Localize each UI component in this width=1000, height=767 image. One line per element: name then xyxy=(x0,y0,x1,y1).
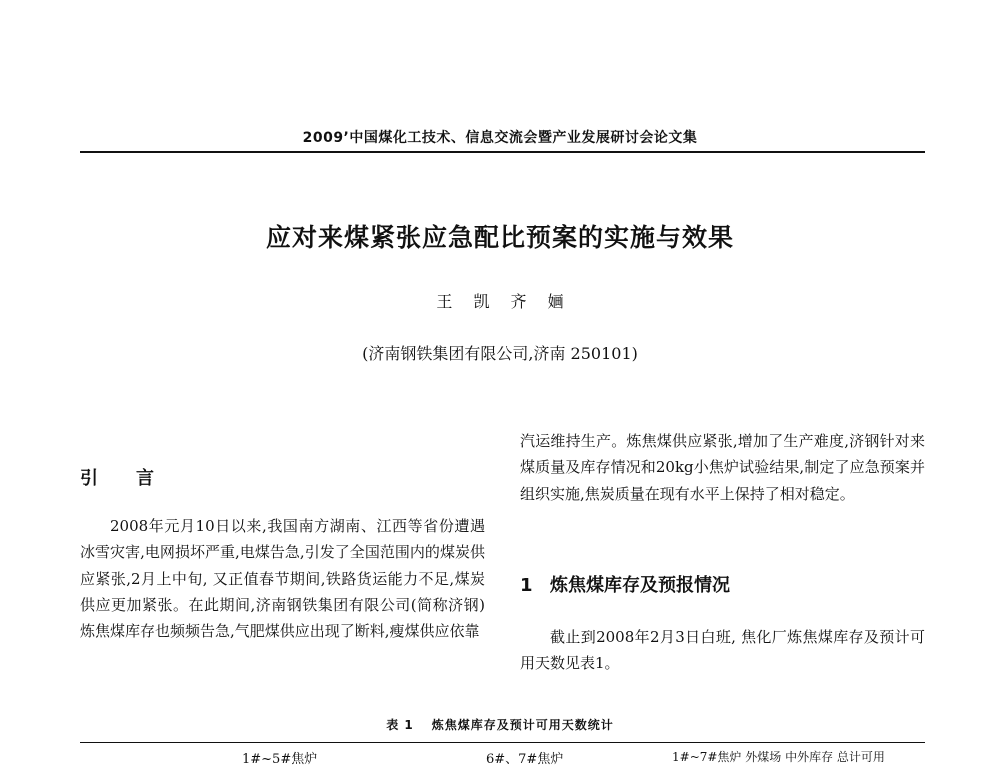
running-header: 2009’中国煤化工技术、信息交流会暨产业发展研讨会论文集 xyxy=(302,130,698,146)
intro-paragraph: 2008年元月10日以来,我国南方湖南、江西等省份遭遇冰雪灾害,电网损坏严重,电煤告急,引发了全国范围内的煤炭供应紧张,2月上中旬, 又正值春节期间,铁路货运能力不足,煤炭供应更加紧张。在此期间,济南钢铁集团有限公司(简称济钢)炼焦煤库存也频频告急,气肥煤供应出现了断料,瘦煤供应依靠 xyxy=(80,517,485,641)
intro-continuation-column xyxy=(520,428,925,507)
intro-heading-char2: 言 xyxy=(136,468,154,489)
section1-heading xyxy=(520,571,730,597)
section1-paragraph: 截止到2008年2月3日白班, 焦化厂炼焦煤库存及预计可用天数见表1。 xyxy=(520,628,925,673)
table1-header-cell: 1#~5#焦炉 xyxy=(242,752,318,767)
table1-label: 表 1 xyxy=(386,718,414,732)
intro-heading xyxy=(80,464,154,490)
table1-caption xyxy=(0,716,1000,733)
header-rule xyxy=(80,151,925,153)
section1-number: 1 xyxy=(520,575,533,596)
table1-caption-text: 炼焦煤库存及预计可用天数统计 xyxy=(431,718,614,732)
intro-continuation-paragraph: 汽运维持生产。炼焦煤供应紧张,增加了生产难度,济钢针对来煤质量及库存情况和20kg小焦炉试验结果,制定了应急预案并组织实施,焦炭质量在现有水平上保持了相对稳定。 xyxy=(520,432,925,503)
section1-column xyxy=(520,624,925,677)
intro-column xyxy=(80,513,485,644)
intro-heading-char1: 引 xyxy=(80,468,98,489)
section1-heading-text: 炼焦煤库存及预报情况 xyxy=(550,575,730,596)
affiliation: (济南钢铁集团有限公司,济南 250101) xyxy=(362,344,638,363)
table1-header-cell: 1#~7#焦炉 外煤场 中外库存 总计可用 xyxy=(672,750,885,764)
table1-top-rule xyxy=(80,742,925,743)
paper-title: 应对来煤紧张应急配比预案的实施与效果 xyxy=(265,223,734,252)
authors: 王 凯 齐 婳 xyxy=(436,292,564,311)
table1-header-cell: 6#、7#焦炉 xyxy=(486,752,564,767)
